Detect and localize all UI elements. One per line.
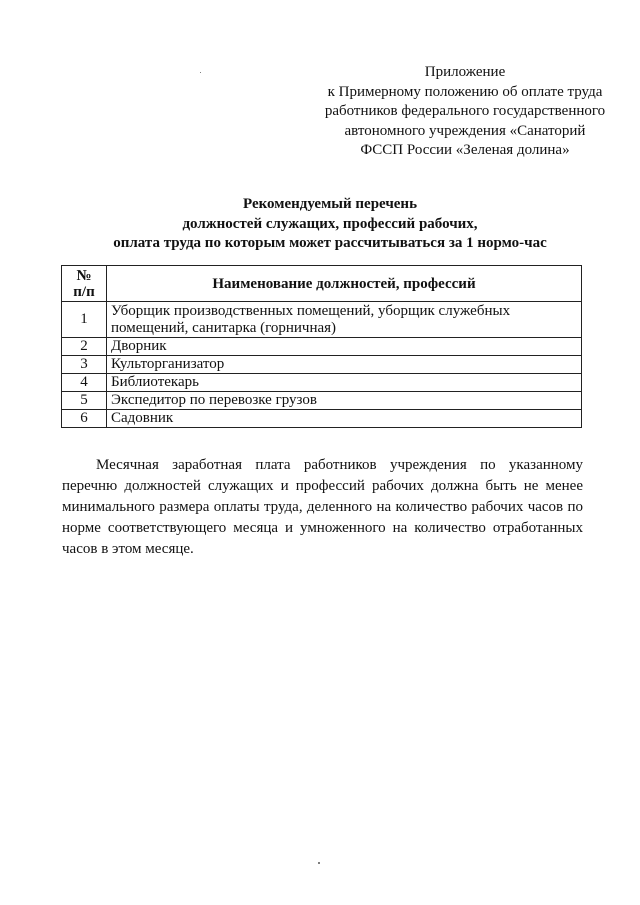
table-row [62, 374, 582, 392]
column-header-name: Наименование должностей, профессий [107, 266, 582, 302]
row-number: 1 [62, 302, 107, 338]
row-number: 4 [62, 374, 107, 392]
body-paragraph: Месячная заработная плата работников учреждения по указанному перечню должностей служащих и профессий рабочих должна быть не менее минимального размера оплаты труда, деленного на количество рабочих часов по норме соответствующего месяца и умноженного на количество отработанных часов в этом месяце. [62, 457, 583, 557]
title-line: оплата труда по которым может рассчитываться за 1 нормо-час [113, 235, 547, 251]
appendix-header [300, 63, 630, 161]
scan-speck [318, 862, 320, 864]
table-header-row [62, 266, 582, 302]
row-number: 5 [62, 392, 107, 410]
row-position-name: Экспедитор по перевозке грузов [107, 392, 582, 410]
table-row [62, 410, 582, 428]
row-number: 3 [62, 356, 107, 374]
column-header-number [62, 266, 107, 302]
row-position-name: Культорганизатор [107, 356, 582, 374]
table-row [62, 338, 582, 356]
appendix-line: автономного учреждения «Санаторий [344, 122, 586, 139]
appendix-line: Приложение [424, 64, 506, 80]
row-position-name: Дворник [107, 338, 582, 356]
row-position-name: Библиотекарь [107, 374, 582, 392]
document-title [60, 195, 600, 254]
positions-table [61, 265, 582, 428]
row-position-name: Уборщик производственных помещений, уборщик служебных помещений, санитарка (горничная) [107, 302, 582, 338]
appendix-line: ФССП России «Зеленая долина» [360, 142, 570, 158]
table-row [62, 302, 582, 338]
row-number: 6 [62, 410, 107, 428]
appendix-line: работников федерального государственного [324, 103, 606, 119]
row-position-name: Садовник [107, 410, 582, 428]
table-row [62, 392, 582, 410]
scan-speck [200, 72, 201, 73]
appendix-line: к Примерному положению об оплате труда [327, 83, 603, 100]
title-line: должностей служащих, профессий рабочих, [182, 215, 478, 232]
header-number-symbol: № [76, 267, 92, 284]
title-line: Рекомендуемый перечень [242, 196, 418, 212]
header-number-abbr: п/п [73, 283, 95, 300]
table-row [62, 356, 582, 374]
row-number: 2 [62, 338, 107, 356]
